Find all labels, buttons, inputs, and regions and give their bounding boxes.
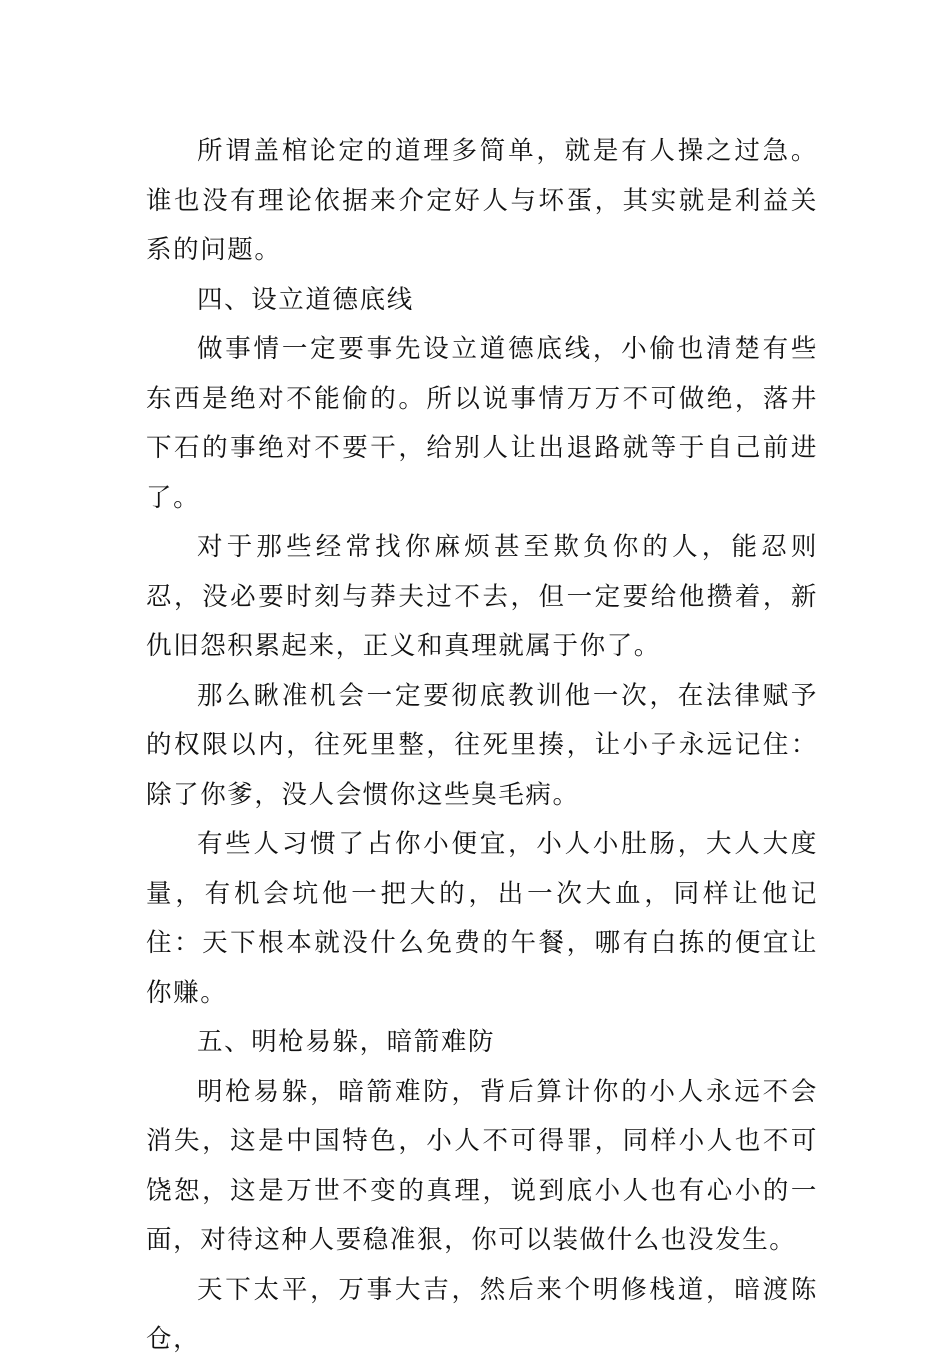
- paragraph-5: 有些人习惯了占你小便宜，小人小肚肠，大人大度量，有机会坑他一把大的，出一次大血，同样让他记住：天下根本就没什么免费的午餐，哪有白拣的便宜让你赚。: [146, 829, 818, 1008]
- section-heading-4: 四、设立道德底线: [197, 284, 414, 315]
- paragraph-3: 对于那些经常找你麻烦甚至欺负你的人，能忍则忍，没必要时刻与莽夫过不去，但一定要给他攒着，新仇旧怨积累起来，正义和真理就属于你了。: [146, 532, 818, 661]
- section-heading-5: 五、明枪易躲，暗箭难防: [197, 1027, 496, 1057]
- paragraph-6: 明枪易躲，暗箭难防，背后算计你的小人永远不会消失，这是中国特色，小人不可得罪，同样小人也不可饶恕，这是万世不变的真理，说到底小人也有心小的一面，对待这种人要稳准狠，你可以装做什么也没发生。: [146, 1076, 818, 1255]
- paragraph-1: 所谓盖棺论定的道理多简单，就是有人操之过急。谁也没有理论依据来介定好人与坏蛋，其实就是利益关系的问题。: [146, 136, 818, 265]
- paragraph-2: 做事情一定要事先设立道德底线，小偷也清楚有些东西是绝对不能偷的。所以说事情万万不可做绝，落井下石的事绝对不要干，给别人让出退路就等于自己前进了。: [146, 334, 818, 513]
- document-body: [146, 127, 818, 1365]
- paragraph-4: 那么瞅准机会一定要彻底教训他一次，在法律赋予的权限以内，往死里整，往死里揍，让小子永远记住：除了你爹，没人会惯你这些臭毛病。: [146, 680, 818, 810]
- paragraph-7: 天下太平，万事大吉，然后来个明修栈道，暗渡陈仓，: [146, 1274, 818, 1354]
